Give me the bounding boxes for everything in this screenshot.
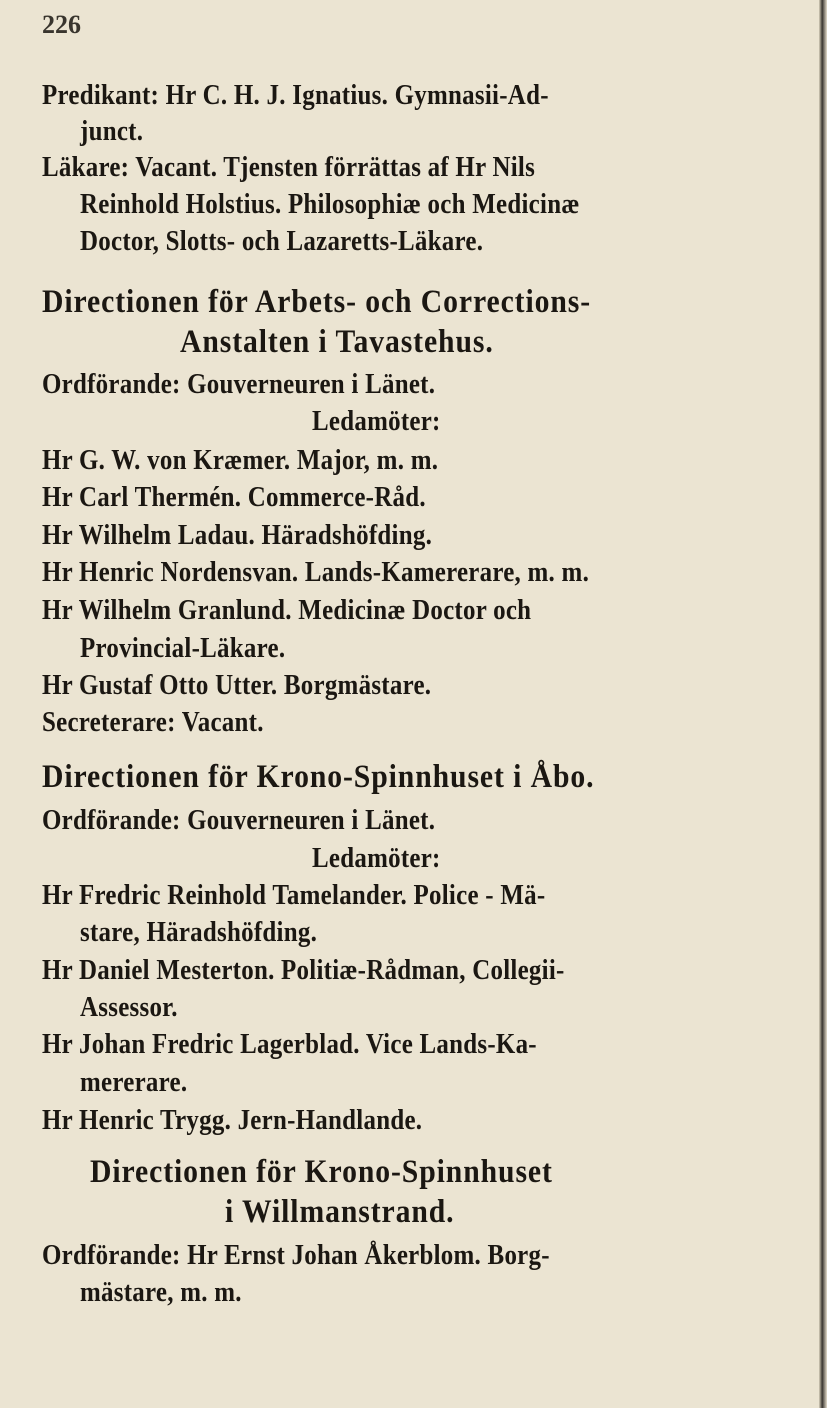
text-line: junct. (80, 115, 144, 147)
text-line: Provincial-Läkare. (80, 632, 286, 664)
text-line: Hr Henric Trygg. Jern-Handlande. (42, 1104, 423, 1136)
text-line: Reinhold Holstius. Philosophiæ och Medicinæ (80, 188, 580, 220)
page-number: 226 (42, 10, 81, 39)
text-line: Ordförande: Gouverneuren i Länet. (42, 368, 436, 400)
text-line: Hr Carl Thermén. Commerce-Råd. (42, 481, 426, 513)
section-heading: Anstalten i Tavastehus. (180, 324, 494, 360)
subheading: Ledamöter: (312, 842, 441, 874)
text-line: stare, Häradshöfding. (80, 916, 318, 948)
section-heading: Directionen för Krono-Spinnhuset i Åbo. (42, 759, 595, 795)
page-edge (819, 0, 827, 1408)
subheading: Ledamöter: (312, 405, 441, 437)
text-line: mererare. (80, 1066, 188, 1098)
text-line: Läkare: Vacant. Tjensten förrättas af Hr Nils (42, 151, 536, 183)
text-line: Ordförande: Hr Ernst Johan Åkerblom. Borg- (42, 1239, 550, 1271)
text-line: Hr G. W. von Kræmer. Major, m. m. (42, 444, 439, 476)
text-line: Secreterare: Vacant. (42, 706, 264, 738)
text-line: Hr Fredric Reinhold Tamelander. Police - Mä- (42, 879, 546, 911)
text-line: Doctor, Slotts- och Lazaretts-Läkare. (80, 225, 484, 257)
text-line: Assessor. (80, 991, 178, 1023)
text-line: Hr Johan Fredric Lagerblad. Vice Lands-Ka- (42, 1028, 537, 1060)
section-heading: Directionen för Krono-Spinnhuset (90, 1154, 553, 1190)
text-line: mästare, m. m. (80, 1276, 242, 1308)
text-line: Hr Gustaf Otto Utter. Borgmästare. (42, 669, 432, 701)
text-line: Ordförande: Gouverneuren i Länet. (42, 804, 436, 836)
section-heading: Directionen för Arbets- och Corrections- (42, 284, 592, 320)
text-line: Hr Wilhelm Ladau. Häradshöfding. (42, 519, 433, 551)
text-line: Hr Henric Nordensvan. Lands-Kamererare, m. m. (42, 556, 590, 588)
section-heading: i Willmanstrand. (225, 1194, 455, 1230)
text-line: Predikant: Hr C. H. J. Ignatius. Gymnasii-Ad- (42, 79, 549, 111)
text-line: Hr Daniel Mesterton. Politiæ-Rådman, Collegii- (42, 954, 565, 986)
text-line: Hr Wilhelm Granlund. Medicinæ Doctor och (42, 594, 532, 626)
